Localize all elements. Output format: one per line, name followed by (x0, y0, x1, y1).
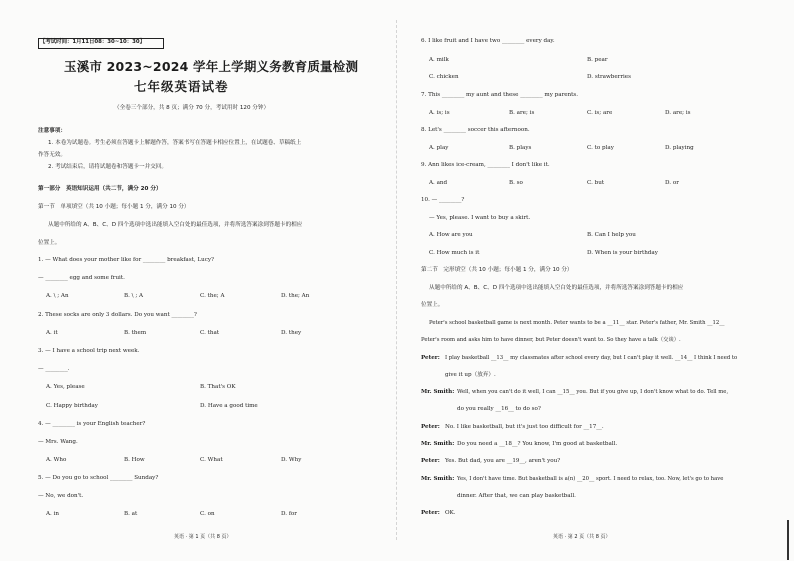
dialogue-line-3: No. I like basketball, but it's just too difficult for __17__. (445, 424, 604, 430)
note-1b: 作答无效。 (38, 152, 66, 158)
question-7: 7. This ________ my aunt and these ________ my parents. (421, 92, 579, 98)
q1-option-c: C. the; A (200, 293, 225, 299)
dialogue-line-6a: Yes, I don't have time. But basketball is a(n) __20__ sport. I need to relax, too. Now, let's go to have (457, 476, 724, 482)
q1-option-b: B. \ ; A (124, 293, 144, 299)
q1-option-d: D. the; An (281, 293, 310, 299)
q2-option-d: D. they (281, 330, 302, 336)
q3-option-d: D. Have a good time (200, 403, 258, 409)
section-2-heading: 第二节 完形填空（共 10 小题；每小题 1 分，满分 10 分） (421, 267, 573, 273)
speaker-peter-3: Peter: (421, 458, 440, 464)
q9-option-c: C. but (587, 180, 605, 186)
dialogue-line-6b: dinner. After that, we can play basketball. (457, 493, 576, 499)
exam-title: 玉溪市 2023~2024 学年上学期义务教育质量检测 (64, 59, 359, 74)
question-3: 3. — I have a school trip next week. (38, 348, 140, 354)
section-2-instruction-a: 从题中所给的 A、B、C、D 四个选项中选出能填入空白处的最佳选项，并将所选答案涂到答题卡的相应 (429, 285, 684, 291)
exam-subtitle: （全卷三个部分，共 8 页；满分 70 分，考试用时 120 分钟） (114, 105, 270, 111)
q10-option-c: C. How much is it (429, 250, 480, 256)
question-10-reply: — Yes, please. I want to buy a skirt. (429, 215, 531, 221)
page-2-footer: 英语 · 第 2 页（共 8 页） (553, 534, 611, 540)
question-4: 4. — ________ is your English teacher? (38, 421, 146, 427)
q8-option-a: A. play (429, 145, 449, 151)
page-1-footer: 英语 · 第 1 页（共 8 页） (174, 534, 232, 540)
question-6: 6. I like fruit and I have two ________ every day. (421, 38, 555, 44)
q10-option-b: B. Can I help you (587, 232, 636, 238)
q6-option-b: B. pear (587, 57, 608, 63)
question-4-reply: — Mrs. Wang. (38, 439, 78, 445)
q9-option-b: B. so (509, 180, 523, 186)
question-10: 10. — ________? (421, 197, 465, 203)
exam-time: 【考试时间：1月11日08：30~10：30】 (40, 39, 146, 45)
question-8: 8. Let's ________ soccer this afternoon. (421, 127, 530, 133)
q4-option-b: B. How (124, 457, 145, 463)
exam-subject-title: 七年级英语试卷 (134, 79, 229, 94)
section-2-instruction-b: 位置上。 (421, 302, 444, 308)
q7-option-a: A. is; is (429, 110, 450, 116)
question-1: 1. — What does your mother like for ________ breakfast, Lucy? (38, 257, 215, 263)
q2-option-c: C. that (200, 330, 220, 336)
q4-option-a: A. Who (46, 457, 67, 463)
q6-option-a: A. milk (429, 57, 449, 63)
q4-option-c: C. What (200, 457, 223, 463)
section-1-instruction-b: 位置上。 (38, 240, 61, 246)
dialogue-line-4: Do you need a __18__? You know, I'm good at basketball. (457, 441, 618, 447)
q10-option-d: D. When is your birthday (587, 250, 658, 256)
dialogue-line-1a: I play basketball __13__ my classmates after school every day, but I can't play it well. __14__ I think I need to (445, 355, 738, 361)
part-1-heading: 第一部分 英语知识运用（共二节，满分 20 分） (38, 186, 162, 192)
question-5-reply: — No, we don't. (38, 493, 84, 499)
section-1-heading: 第一节 单项填空（共 10 小题；每小题 1 分，满分 10 分） (38, 204, 190, 210)
page-2 (397, 0, 794, 561)
q3-option-c: C. Happy birthday (46, 403, 98, 409)
question-1-reply: — ________ egg and some fruit. (38, 275, 125, 281)
q1-option-a: A. \ ; An (46, 293, 69, 299)
q2-option-b: B. them (124, 330, 147, 336)
speaker-mr-smith-1: Mr. Smith: (421, 389, 455, 395)
q10-option-a: A. How are you (429, 232, 473, 238)
q9-option-d: D. or (665, 180, 679, 186)
question-3-reply: — ________. (38, 366, 70, 372)
q7-option-c: C. is; are (587, 110, 613, 116)
speaker-peter-2: Peter: (421, 424, 440, 430)
note-1a: 1. 本卷为试题卷。考生必须在答题卡上解题作答，答案书写在答题卡相应位置上，在试题卷、草稿纸上 (48, 140, 302, 146)
q6-option-c: C. chicken (429, 74, 459, 80)
dialogue-line-2a: Well, when you can't do it well, I can __15__ you. But if you give up, I don't know what to do. Tell me, (457, 389, 729, 395)
q8-option-c: C. to play (587, 145, 614, 151)
dialogue-line-7: OK. (445, 510, 456, 516)
speaker-mr-smith-3: Mr. Smith: (421, 476, 455, 482)
passage-line-2: Peter's room and asks him to have dinner, but Peter doesn't want to. So they have a talk（交谈）. (421, 337, 681, 343)
speaker-peter-4: Peter: (421, 510, 440, 516)
q5-option-d: D. for (281, 511, 297, 517)
question-2: 2. These socks are only 3 dollars. Do you want ________? (38, 312, 197, 318)
q9-option-a: A. and (429, 180, 448, 186)
q7-option-b: B. are; is (509, 110, 535, 116)
q8-option-b: B. plays (509, 145, 532, 151)
q3-option-b: B. That's OK (200, 384, 236, 390)
q4-option-d: D. Why (281, 457, 302, 463)
speaker-peter-1: Peter: (421, 355, 440, 361)
question-9: 9. Ann likes ice-cream, ________ I don't like it. (421, 162, 550, 168)
q3-option-a: A. Yes, please (46, 384, 85, 390)
q6-option-d: D. strawberries (587, 74, 631, 80)
q5-option-a: A. in (46, 511, 59, 517)
notes-heading: 注意事项： (38, 128, 66, 134)
question-5: 5. — Do you go to school ________ Sunday? (38, 475, 159, 481)
q5-option-b: B. at (124, 511, 138, 517)
q5-option-c: C. on (200, 511, 215, 517)
q7-option-d: D. are; is (665, 110, 691, 116)
speaker-mr-smith-2: Mr. Smith: (421, 441, 455, 447)
dialogue-line-1b: give it up（放弃）. (445, 372, 496, 378)
passage-line-1: Peter's school basketball game is next month. Peter wants to be a __11__ star. Peter's father, Mr. Smith __12__ (429, 320, 725, 326)
dialogue-line-2b: do you really __16__ to do so? (457, 406, 541, 412)
q8-option-d: D. playing (665, 145, 694, 151)
note-2: 2. 考试结束后，请将试题卷和答题卡一并交回。 (48, 164, 167, 170)
dialogue-line-5: Yes. But dad, you are __19__, aren't you? (445, 458, 561, 464)
section-1-instruction-a: 从题中所给的 A、B、C、D 四个选项中选出能填入空白处的最佳选项，并将所选答案涂到答题卡的相应 (48, 222, 303, 228)
q2-option-a: A. it (46, 330, 58, 336)
